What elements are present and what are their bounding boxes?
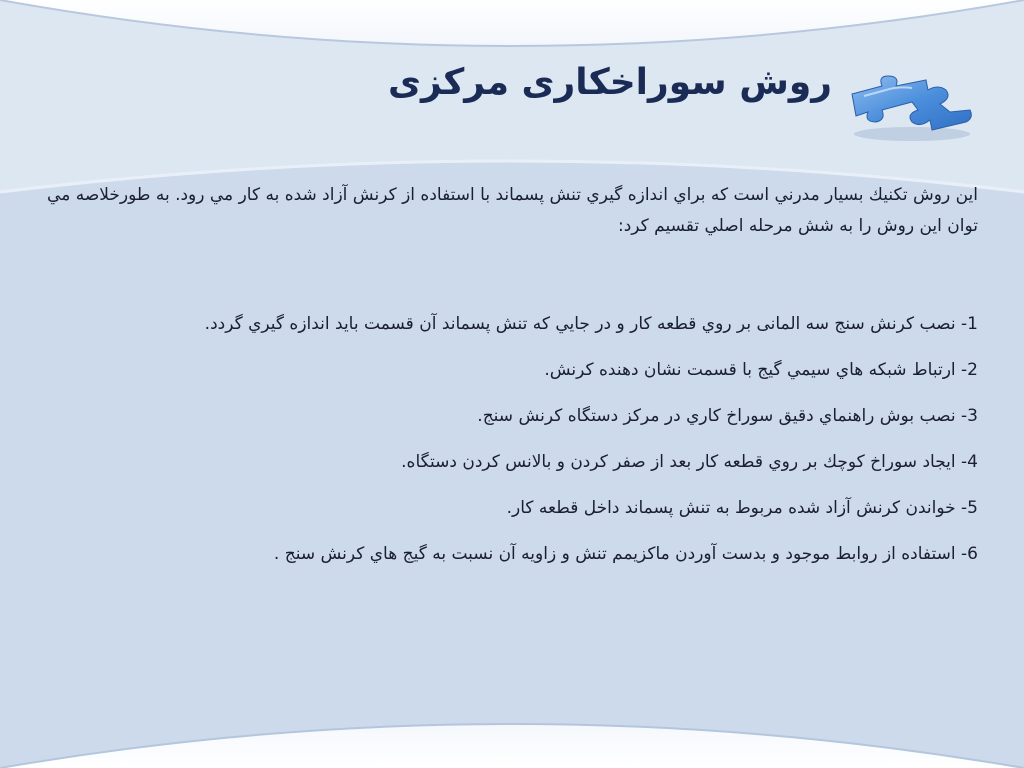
step-item: 1- نصب كرنش سنج سه المانی بر روي قطعه كار و در جايي كه تنش پسماند آن قسمت بايد اندازه گيري گردد. <box>204 314 978 334</box>
intro-paragraph: اين روش تكنيك بسيار مدرني است كه براي اندازه گيري تنش پسماند با استفاده از كرنش آزاد شده به كار مي رود. به طورخلاصه مي توان اين روش را به شش مرحله اصلي تقسيم كرد: <box>47 185 978 236</box>
step-item: 4- ايجاد سوراخ كوچك بر روي قطعه كار بعد از صفر كردن و بالانس كردن دستگاه. <box>401 452 978 472</box>
slide-title: روش سوراخکاری مرکزی <box>387 62 832 103</box>
step-item: 3- نصب بوش راهنماي دقيق سوراخ كاري در مركز دستگاه كرنش سنج. <box>477 406 978 426</box>
step-item: 2- ارتباط شبكه هاي سيمي گيج با قسمت نشان دهنده كرنش. <box>544 360 978 380</box>
steps-list <box>180 309 978 585</box>
step-item: 6- استفاده از روابط موجود و بدست آوردن ماكزيمم تنش و زاويه آن نسبت به گيج هاي كرنش سنج . <box>273 544 978 564</box>
step-item: 5- خواندن كرنش آزاد شده مربوط به تنش پسماند داخل قطعه كار. <box>506 498 978 518</box>
puzzle-piece-icon <box>842 72 978 144</box>
